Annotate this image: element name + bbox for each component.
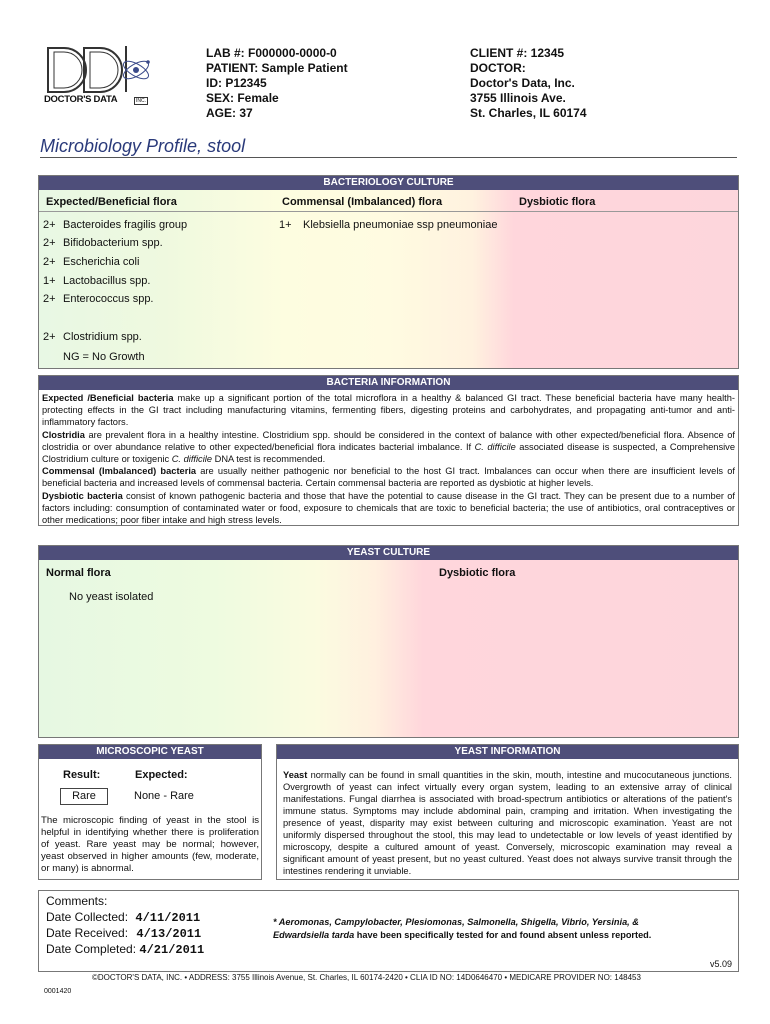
dysbiotic-yeast-header: Dysbiotic flora bbox=[439, 567, 516, 579]
dysbiotic-paragraph: Dysbiotic bacteria consist of known pathogenic bacteria and those that have the potential to cause disease in the GI tract. They can be present due to a number of factors including: consumption of contaminated water or food, exposure to chemicals that are toxic to beneficial bacteria; the use of antibiotics, oral contraceptives or other medications; poor fiber intake and high stress levels. bbox=[42, 490, 735, 526]
tested-absent-note: * Aeromonas, Campylobacter, Plesiomonas, Salmonella, Shigella, Vibrio, Yersinia, & Edwardsiella tarda have been specifically tested for and found absent unless reported. bbox=[273, 917, 652, 940]
doctor-label: DOCTOR: bbox=[470, 61, 526, 75]
date-received: Date Received: 4/13/2011 bbox=[46, 926, 202, 941]
yeast-info-bar: YEAST INFORMATION bbox=[277, 745, 738, 759]
microscopic-note: The microscopic finding of yeast in the stool is helpful in identifying whether there is proliferation of yeast. Rare yeast may be normal; however, yeast observed in higher amounts (few, moderate, or many) is abnormal. bbox=[41, 815, 259, 874]
footer-line: ©DOCTOR'S DATA, INC. • ADDRESS: 3755 Illinois Avenue, St. Charles, IL 60174-2420 • CLIA ID NO: 14D0646470 • MEDICARE PROVIDER NO: 148453 bbox=[92, 973, 641, 982]
microscopic-yeast-section bbox=[38, 744, 262, 880]
yeast-culture-bar: YEAST CULTURE bbox=[39, 546, 738, 560]
list-item: 2+ Enterococcus spp. bbox=[43, 293, 154, 305]
date-completed: Date Completed: 4/21/2011 bbox=[46, 942, 205, 957]
doctor-address-2: St. Charles, IL 60174 bbox=[470, 106, 587, 120]
date-collected: Date Collected: 4/11/2011 bbox=[46, 910, 201, 925]
version: v5.09 bbox=[709, 959, 732, 969]
lab-number: LAB #: F000000-0000-0 bbox=[206, 46, 337, 60]
comments-label: Comments: bbox=[46, 894, 108, 908]
logo-text: DOCTOR'S DATA bbox=[44, 94, 118, 105]
bacteriology-bar: BACTERIOLOGY CULTURE bbox=[39, 176, 738, 190]
beneficial-paragraph: Expected /Beneficial bacteria make up a significant portion of the total microflora in a healthy & balanced GI tract. These beneficial bacteria have many health-protecting effects in the GI tract including manufacturing vitamins, fermenting fibers, digesting proteins and carbohydrates, and propagating anti-tumor and anti-inflammatory factors. bbox=[42, 393, 736, 428]
yeast-info-section bbox=[276, 744, 739, 880]
microscopic-result: Rare bbox=[60, 788, 108, 805]
microscopic-yeast-bar: MICROSCOPIC YEAST bbox=[39, 745, 261, 759]
client-number: CLIENT #: 12345 bbox=[470, 46, 565, 60]
expected-flora-header: Expected/Beneficial flora bbox=[46, 196, 177, 208]
list-item: 2+ Bifidobacterium spp. bbox=[43, 237, 163, 249]
list-item: 2+ Clostridium spp. bbox=[43, 331, 142, 343]
patient-id: ID: P12345 bbox=[206, 76, 267, 90]
bacteria-info-text bbox=[39, 390, 738, 526]
patient-name: PATIENT: Sample Patient bbox=[206, 61, 348, 75]
client-info bbox=[470, 46, 587, 121]
doctor-name: Doctor's Data, Inc. bbox=[470, 76, 575, 90]
clostridia-paragraph: Clostridia are prevalent flora in a healthy intestine. Clostridium spp. should be considered in the context of balance with other expected/beneficial flora. Absence of clostridia or over abundance relative to other expected/beneficial flora indicates bacterial imbalance. If C. difficile associated disease is suspected, a Comprehensive Clostridium culture or toxigenic C. difficile DNA test is recommended. bbox=[42, 429, 735, 465]
yeast-culture-section bbox=[38, 545, 739, 738]
list-item: 1+ Lactobacillus spp. bbox=[43, 275, 151, 287]
doctor-address-1: 3755 Illinois Ave. bbox=[470, 91, 566, 105]
microscopic-expected: None - Rare bbox=[134, 790, 194, 802]
list-item: 1+ Klebsiella pneumoniae ssp pneumoniae bbox=[279, 219, 498, 231]
list-item: 2+ Escherichia coli bbox=[43, 256, 140, 268]
expected-label: Expected: bbox=[135, 769, 188, 781]
patient-age: AGE: 37 bbox=[206, 106, 253, 120]
doctors-data-logo bbox=[36, 42, 154, 112]
footer-code: 0001420 bbox=[44, 988, 72, 995]
yeast-info-text: Yeast normally can be found in small quantities in the skin, mouth, intestine and mucocutaneous junctions. Overgrowth of yeast can infect virtually every organ system, leading to an extensive array of clinical manifestations. Fungal diarrhea is associated with broad-spectrum antibiotics or alterations of the patient's immune status. Symptoms may include abdominal pain, cramping and irritation. When investigating the presence of yeast, disparity may exist between culturing and microscopic examination. Yeast are not uniformly dispersed throughout the stool, this may lead to undetectable or low levels of yeast identified by microscopy, despite a cultured amount of yeast. Conversely, microscopic examination may reveal a significant amount of yeast present, but no yeast cultured. Yeast does not always survive transit through the intestines rendering it unviable. bbox=[283, 770, 732, 876]
title-divider bbox=[40, 157, 737, 158]
comments-section bbox=[38, 890, 739, 972]
dysbiotic-flora-header: Dysbiotic flora bbox=[519, 196, 596, 208]
commensal-paragraph: Commensal (Imbalanced) bacteria are usually neither pathogenic nor beneficial to the host GI tract. Imbalances can occur when there are insufficient levels of beneficial bacteria and increased levels of commensal bacteria. Certain commensal bacteria are reported as dysbiotic at higher levels. bbox=[42, 466, 735, 489]
list-item: 2+ Bacteroides fragilis group bbox=[43, 219, 188, 231]
bacteria-info-bar: BACTERIA INFORMATION bbox=[39, 376, 738, 390]
page-title: Microbiology Profile, stool bbox=[40, 136, 246, 156]
yeast-result: No yeast isolated bbox=[69, 591, 154, 603]
commensal-flora-header: Commensal (Imbalanced) flora bbox=[282, 196, 443, 208]
column-header-divider bbox=[39, 211, 738, 212]
bacteria-info-section bbox=[38, 375, 739, 526]
bacteriology-section bbox=[38, 175, 739, 369]
patient-info bbox=[206, 46, 348, 121]
patient-sex: SEX: Female bbox=[206, 91, 279, 105]
result-label: Result: bbox=[63, 769, 101, 781]
normal-flora-header: Normal flora bbox=[46, 567, 111, 579]
no-growth-legend: NG = No Growth bbox=[63, 351, 145, 363]
logo-inc: INC. bbox=[136, 98, 146, 104]
